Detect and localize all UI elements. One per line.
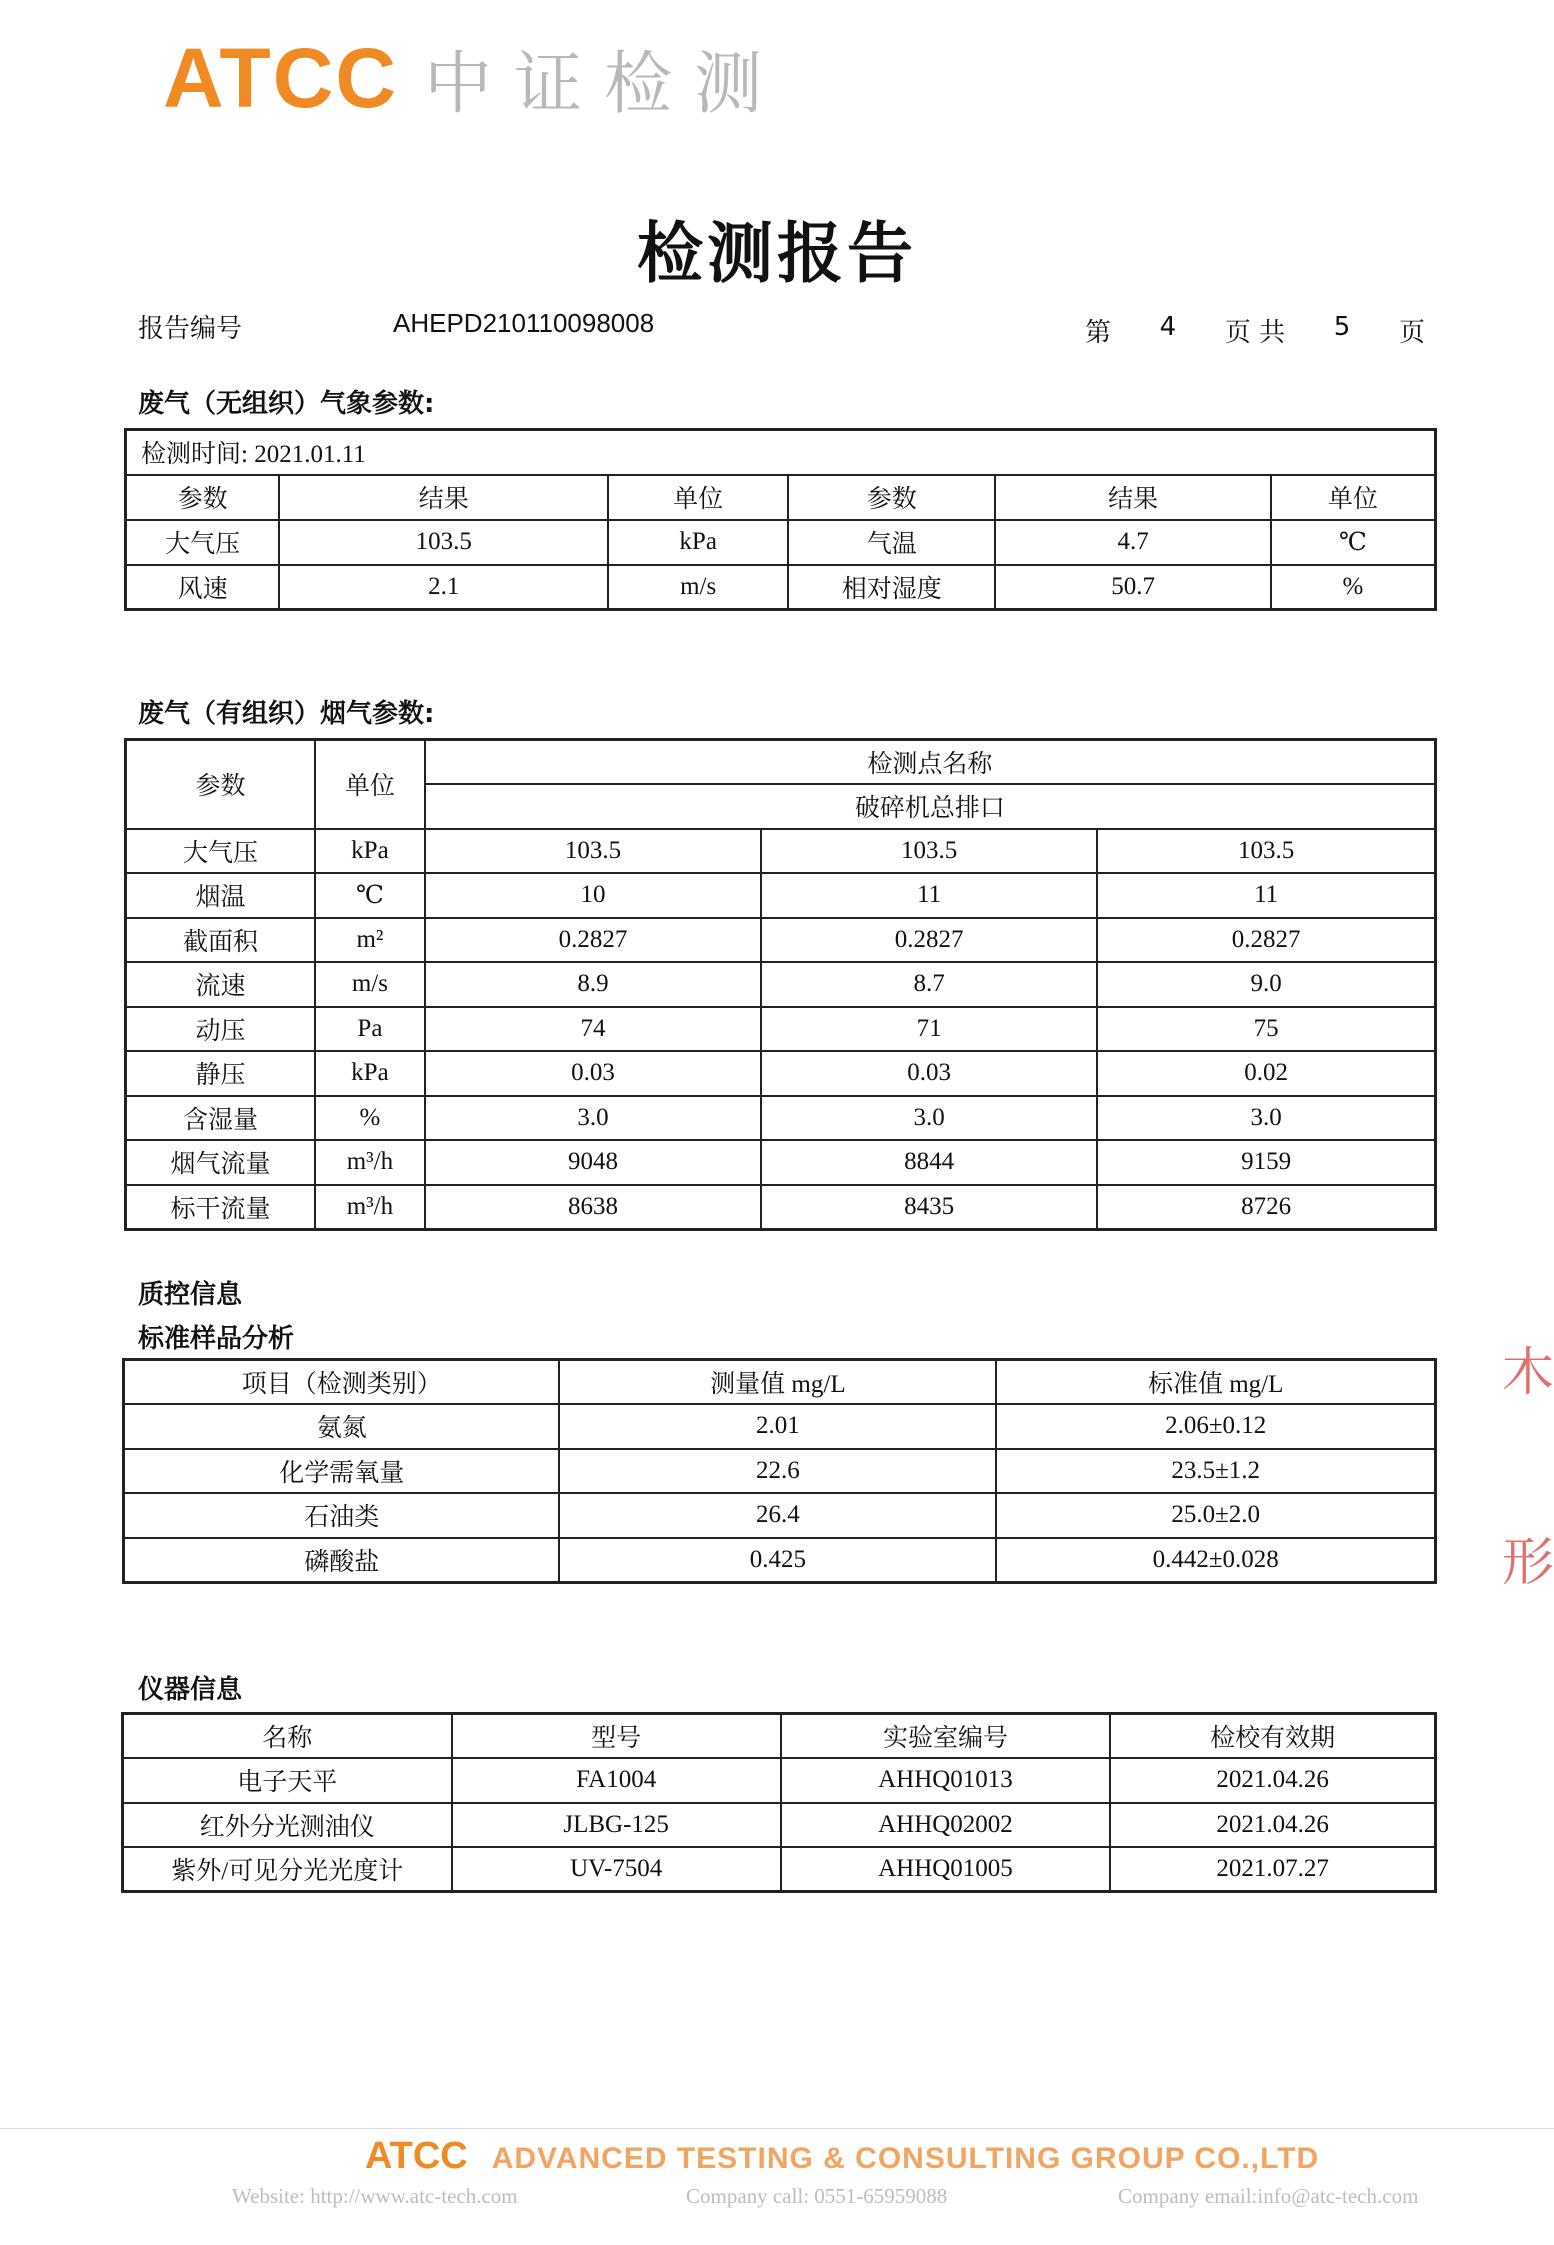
table-cell: Pa — [315, 1007, 425, 1052]
header-cell: 项目（检测类别） — [124, 1360, 560, 1405]
table-row — [126, 829, 1436, 874]
table-cell: 74 — [425, 1007, 761, 1052]
table-cell: AHHQ01005 — [781, 1847, 1110, 1892]
page-indicator — [1085, 312, 1425, 349]
table-cell: 2.01 — [559, 1404, 996, 1449]
table-row — [126, 962, 1436, 1007]
header-cell: 参数 — [788, 475, 995, 520]
table-cell: 静压 — [126, 1051, 316, 1096]
logo-brand: ATCC — [163, 31, 399, 125]
table-cell: 9159 — [1097, 1140, 1435, 1185]
table-cell: 50.7 — [995, 565, 1270, 610]
table-row — [126, 873, 1436, 918]
table-row — [123, 1758, 1436, 1803]
table-row — [126, 1007, 1436, 1052]
table-cell: 含湿量 — [126, 1096, 316, 1141]
stamp-fragment: 形 — [1501, 1533, 1554, 1593]
table-cell: 8435 — [761, 1185, 1097, 1230]
table-cell: 电子天平 — [123, 1758, 452, 1803]
qc-subtitle: 标准样品分析 — [138, 1324, 295, 1354]
point-name: 破碎机总排口 — [425, 784, 1436, 829]
qc-rows — [124, 1404, 1436, 1582]
report-number: AHEPD210110098008 — [393, 308, 655, 338]
table-cell: 大气压 — [126, 829, 316, 874]
table-cell: m³/h — [315, 1140, 425, 1185]
table-cell: 8.7 — [761, 962, 1097, 1007]
table-cell: 10 — [425, 873, 761, 918]
table-cell: UV-7504 — [452, 1847, 781, 1892]
table-cell: 2021.04.26 — [1110, 1758, 1435, 1803]
header-cell: 名称 — [123, 1714, 452, 1759]
table-cell: 2.06±0.12 — [996, 1404, 1435, 1449]
table-cell: 11 — [761, 873, 1097, 918]
table-cell: 0.03 — [425, 1051, 761, 1096]
table-cell: 红外分光测油仪 — [123, 1803, 452, 1848]
table-cell: 石油类 — [124, 1493, 560, 1538]
table-cell: 3.0 — [1097, 1096, 1435, 1141]
footer-group-name: ADVANCED TESTING & CONSULTING GROUP CO.,LTD — [491, 2142, 1320, 2175]
table-cell: m/s — [315, 962, 425, 1007]
stamp-fragment: 木 — [1501, 1343, 1554, 1403]
table-cell: 9048 — [425, 1140, 761, 1185]
table-cell: 磷酸盐 — [124, 1538, 560, 1583]
table-row — [126, 565, 1436, 610]
table-cell: 相对湿度 — [788, 565, 995, 610]
flue-gas-table — [124, 738, 1437, 1231]
header-cell: 检校有效期 — [1110, 1714, 1435, 1759]
page-suffix: 页 — [1398, 318, 1425, 348]
header-cell: 参数 — [126, 475, 280, 520]
table-cell: 0.03 — [761, 1051, 1097, 1096]
table-cell: m² — [315, 918, 425, 963]
table-cell: 烟气流量 — [126, 1140, 316, 1185]
footer-phone: Company call: 0551-65959088 — [686, 2184, 948, 2208]
table-cell: 0.02 — [1097, 1051, 1435, 1096]
table-cell: AHHQ01013 — [781, 1758, 1110, 1803]
header-cell: 单位 — [1271, 475, 1436, 520]
table-cell: 0.2827 — [761, 918, 1097, 963]
header-cell: 实验室编号 — [781, 1714, 1110, 1759]
table-cell: 烟温 — [126, 873, 316, 918]
header-cell: 型号 — [452, 1714, 781, 1759]
table-cell: kPa — [608, 520, 788, 565]
page-prefix: 第 — [1085, 318, 1112, 348]
page-current: 4 — [1159, 312, 1177, 342]
header-cell: 单位 — [608, 475, 788, 520]
table-cell: JLBG-125 — [452, 1803, 781, 1848]
table-cell: 75 — [1097, 1007, 1435, 1052]
table-cell: 103.5 — [761, 829, 1097, 874]
table-cell: 2.1 — [279, 565, 608, 610]
table-cell: m/s — [608, 565, 788, 610]
table-row — [126, 520, 1436, 565]
logo-cn-text: 中证检测 — [424, 45, 785, 124]
table-cell: 11 — [1097, 873, 1435, 918]
table-row — [123, 1847, 1436, 1892]
company-logo — [163, 30, 784, 127]
table-row — [124, 1449, 1436, 1494]
table-cell: 风速 — [126, 565, 280, 610]
table-row — [124, 1493, 1436, 1538]
table-cell: 3.0 — [761, 1096, 1097, 1141]
table-cell: ℃ — [315, 873, 425, 918]
instrument-table — [121, 1712, 1437, 1893]
table-cell: 截面积 — [126, 918, 316, 963]
instrument-section-title: 仪器信息 — [138, 1675, 243, 1705]
table-cell: 103.5 — [279, 520, 608, 565]
table-cell: % — [1271, 565, 1436, 610]
header-cell: 测量值 mg/L — [559, 1360, 996, 1405]
table-cell: 103.5 — [1097, 829, 1435, 874]
table-row — [126, 918, 1436, 963]
table-cell: 71 — [761, 1007, 1097, 1052]
page-mid: 页 共 — [1224, 318, 1286, 348]
weather-table — [124, 428, 1437, 611]
table-cell: 8.9 — [425, 962, 761, 1007]
table-cell: 25.0±2.0 — [996, 1493, 1435, 1538]
qc-table — [122, 1358, 1437, 1584]
table-cell: 2021.04.26 — [1110, 1803, 1435, 1848]
table-cell: m³/h — [315, 1185, 425, 1230]
table-cell: 大气压 — [126, 520, 280, 565]
table-row — [126, 1051, 1436, 1096]
footer-logo: ATCC — [365, 2135, 468, 2177]
table-cell: ℃ — [1271, 520, 1436, 565]
table-cell: 3.0 — [425, 1096, 761, 1141]
table-cell: 26.4 — [559, 1493, 996, 1538]
qc-header-row — [124, 1360, 1436, 1405]
table-cell: kPa — [315, 1051, 425, 1096]
table-cell: 8638 — [425, 1185, 761, 1230]
instrument-rows — [123, 1758, 1436, 1892]
unit-header: 单位 — [315, 740, 425, 829]
table-cell: FA1004 — [452, 1758, 781, 1803]
table-row — [126, 1185, 1436, 1230]
footer-email: Company email:info@atc-tech.com — [1118, 2184, 1419, 2208]
table-cell: 103.5 — [425, 829, 761, 874]
table-cell: 0.2827 — [1097, 918, 1435, 963]
footer-brand — [365, 2135, 1319, 2178]
table-row — [126, 1140, 1436, 1185]
header-cell: 结果 — [995, 475, 1270, 520]
table-cell: 动压 — [126, 1007, 316, 1052]
table-cell: 气温 — [788, 520, 995, 565]
table-cell: 0.425 — [559, 1538, 996, 1583]
table-cell: 8844 — [761, 1140, 1097, 1185]
table-cell: 紫外/可见分光光度计 — [123, 1847, 452, 1892]
page-title: 检测报告 — [637, 215, 917, 292]
qc-section-title: 质控信息 — [138, 1280, 243, 1310]
table-cell: 标干流量 — [126, 1185, 316, 1230]
table-cell: 0.442±0.028 — [996, 1538, 1435, 1583]
table-cell: AHHQ02002 — [781, 1803, 1110, 1848]
detection-time: 检测时间: 2021.01.11 — [126, 430, 1436, 475]
weather-header-row — [126, 475, 1436, 520]
flue-rows — [126, 829, 1436, 1230]
table-row — [126, 1096, 1436, 1141]
point-header: 检测点名称 — [425, 740, 1436, 785]
table-cell: 23.5±1.2 — [996, 1449, 1435, 1494]
report-number-label: 报告编号 — [138, 314, 243, 344]
table-cell: 流速 — [126, 962, 316, 1007]
footer-website: Website: http://www.atc-tech.com — [232, 2184, 518, 2208]
table-cell: 2021.07.27 — [1110, 1847, 1435, 1892]
table-row — [124, 1404, 1436, 1449]
header-cell: 结果 — [279, 475, 608, 520]
table-cell: 4.7 — [995, 520, 1270, 565]
table-cell: 9.0 — [1097, 962, 1435, 1007]
instrument-header-row — [123, 1714, 1436, 1759]
table-cell: 22.6 — [559, 1449, 996, 1494]
header-cell: 标准值 mg/L — [996, 1360, 1435, 1405]
table-cell: 8726 — [1097, 1185, 1435, 1230]
flue-section-title: 废气（有组织）烟气参数: — [138, 699, 435, 729]
table-cell: kPa — [315, 829, 425, 874]
table-cell: 0.2827 — [425, 918, 761, 963]
table-cell: 氨氮 — [124, 1404, 560, 1449]
weather-section-title: 废气（无组织）气象参数: — [138, 389, 435, 419]
footer-divider — [0, 2128, 1554, 2129]
page-total: 5 — [1333, 312, 1351, 342]
table-cell: 化学需氧量 — [124, 1449, 560, 1494]
table-row — [124, 1538, 1436, 1583]
table-cell: % — [315, 1096, 425, 1141]
param-header: 参数 — [126, 740, 316, 829]
table-row — [123, 1803, 1436, 1848]
